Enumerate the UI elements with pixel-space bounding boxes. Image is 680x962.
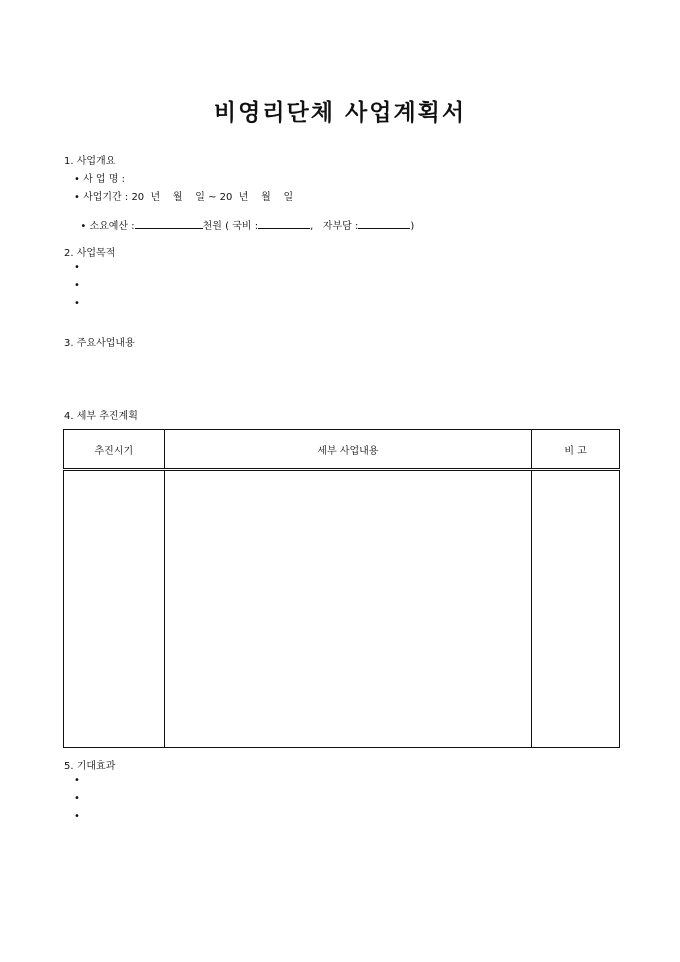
purpose-bullet: •: [74, 298, 80, 309]
budget-unit: 천원 ( 국비 :: [202, 221, 259, 232]
plan-table: [63, 429, 620, 748]
effect-bullet: •: [74, 811, 80, 822]
col-content-header: 세부 사업내용: [164, 430, 532, 470]
project-period-line: • 사업기간 : 20 년 월 일 ~ 20 년 월 일: [74, 192, 294, 203]
section-1-heading: 1. 사업개요: [64, 156, 116, 167]
budget-total-blank: [135, 218, 203, 229]
table-row: [64, 470, 620, 748]
purpose-bullet: •: [74, 262, 80, 273]
budget-label: • 소요예산 :: [80, 221, 135, 232]
schedule-cell[interactable]: [64, 470, 165, 748]
content-cell[interactable]: [164, 470, 532, 748]
remarks-cell[interactable]: [532, 470, 620, 748]
section-2-heading: 2. 사업목적: [64, 248, 116, 259]
col-schedule-header: 추진시기: [64, 430, 165, 470]
effect-bullet: •: [74, 793, 80, 804]
budget-close: ): [410, 221, 415, 232]
effect-bullet: •: [74, 775, 80, 786]
self-fund-blank: [358, 218, 410, 229]
self-fund-label: , 자부담 :: [310, 221, 359, 232]
project-name-line: • 사 업 명 :: [74, 174, 125, 185]
table-header-row: [64, 430, 620, 470]
document-title: 비영리단체 사업계획서: [213, 100, 467, 126]
purpose-bullet: •: [74, 280, 80, 291]
section-4-heading: 4. 세부 추진계획: [64, 411, 138, 422]
section-5-heading: 5. 기대효과: [64, 761, 116, 772]
section-3-heading: 3. 주요사업내용: [64, 338, 135, 349]
col-remarks-header: 비 고: [532, 430, 620, 470]
national-fund-blank: [258, 218, 310, 229]
budget-line: [74, 206, 414, 232]
